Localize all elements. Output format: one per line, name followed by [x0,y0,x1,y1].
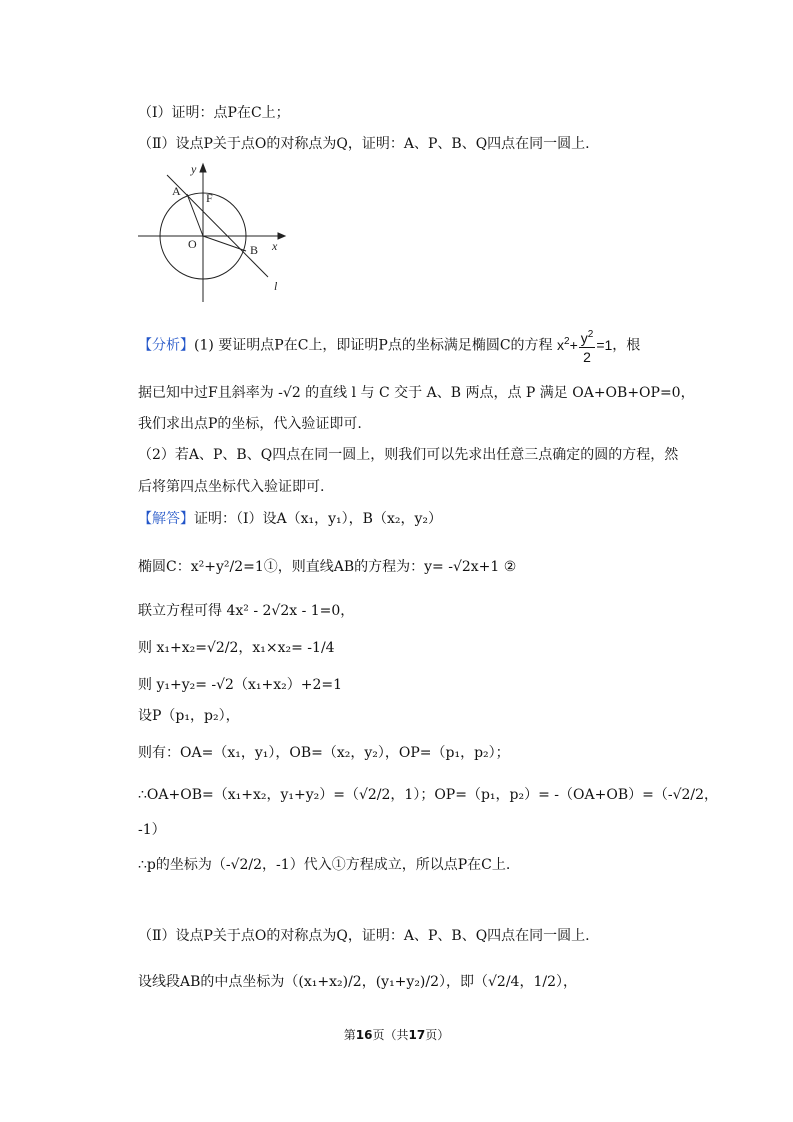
solution-ellipse: 椭圆C：x²+y²/2=1①，则直线AB的方程为：y= -√2x+1 ② [138,559,517,575]
analysis-line3: 我们求出点P的坐标，代入验证即可. [138,416,362,432]
ellipse-figure [138,162,288,304]
analysis-line2: 据已知中过F且斜率为 -√2 的直线 l 与 C 交于 A、B 两点，点 P 满足 OA+OB+OP=0， [138,385,695,401]
solution-y-sum: 则 y₁+y₂= -√2（x₁+x₂）+2=1 [138,677,342,693]
svg-text:x: x [272,239,278,253]
svg-text:O: O [188,237,197,251]
solution-set-p: 设P（p₁，p₂）， [138,708,240,724]
solution-vectors: 则有：OA=（x₁，y₁），OB=（x₂，y₂），OP=（p₁，p₂）； [138,745,510,761]
svg-text:F: F [206,191,213,205]
solution-tag: 【解答】 [138,511,194,527]
svg-text:A: A [172,184,181,198]
page-footer: 第16页（共17页） [343,1028,450,1042]
problem-part2: （Ⅱ）设点P关于点O的对称点为Q，证明：A、P、B、Q四点在同一圆上. [138,136,590,152]
solution-combined: 联立方程可得 4x² - 2√2x - 1=0， [138,603,355,619]
line-l [167,175,268,277]
page-number: 16 [355,1028,373,1042]
solution-part2-restate: （Ⅱ）设点P关于点O的对称点为Q，证明：A、P、B、Q四点在同一圆上. [138,928,590,944]
page-total: 17 [408,1028,426,1042]
solution-sum-product: 则 x₁+x₂=√2/2，x₁×x₂= -1/4 [138,640,335,656]
solution-vec-sum-cont: -1） [138,822,166,838]
analysis-line5: 后将第四点坐标代入验证即可. [138,479,325,495]
analysis-line1: 【分析】(1) 要证明点P在C上，即证明P点的坐标满足椭圆C的方程 $x^2+$ $\frac{y^2}{2}$ =1，根 [138,326,640,366]
problem-part1: （Ⅰ）证明：点P在C上； [138,105,290,121]
analysis-line4: （2）若A、P、B、Q四点在同一圆上，则我们可以先求出任意三点确定的圆的方程，然 [138,447,679,463]
solution-vec-sum: ∴OA+OB=（x₁+x₂，y₁+y₂）=（√2/2，1）；OP=（p₁，p₂）= -（OA+OB）=（-√2/2， [138,787,719,803]
solution-midpoint: 设线段AB的中点坐标为（(x₁+x₂)/2，(y₁+y₂)/2），即（√2/4，1/2）， [138,974,577,990]
solution-conclusion: ∴p的坐标为（-√2/2，-1）代入①方程成立，所以点P在C上. [138,857,511,873]
svg-text:l: l [274,279,278,293]
svg-text:y: y [191,162,197,176]
solution-intro: 【解答】证明：（Ⅰ）设A（x₁，y₁），B（x₂，y₂） [138,511,442,527]
svg-text:B: B [250,243,259,257]
analysis-tag: 【分析】 [138,337,194,354]
